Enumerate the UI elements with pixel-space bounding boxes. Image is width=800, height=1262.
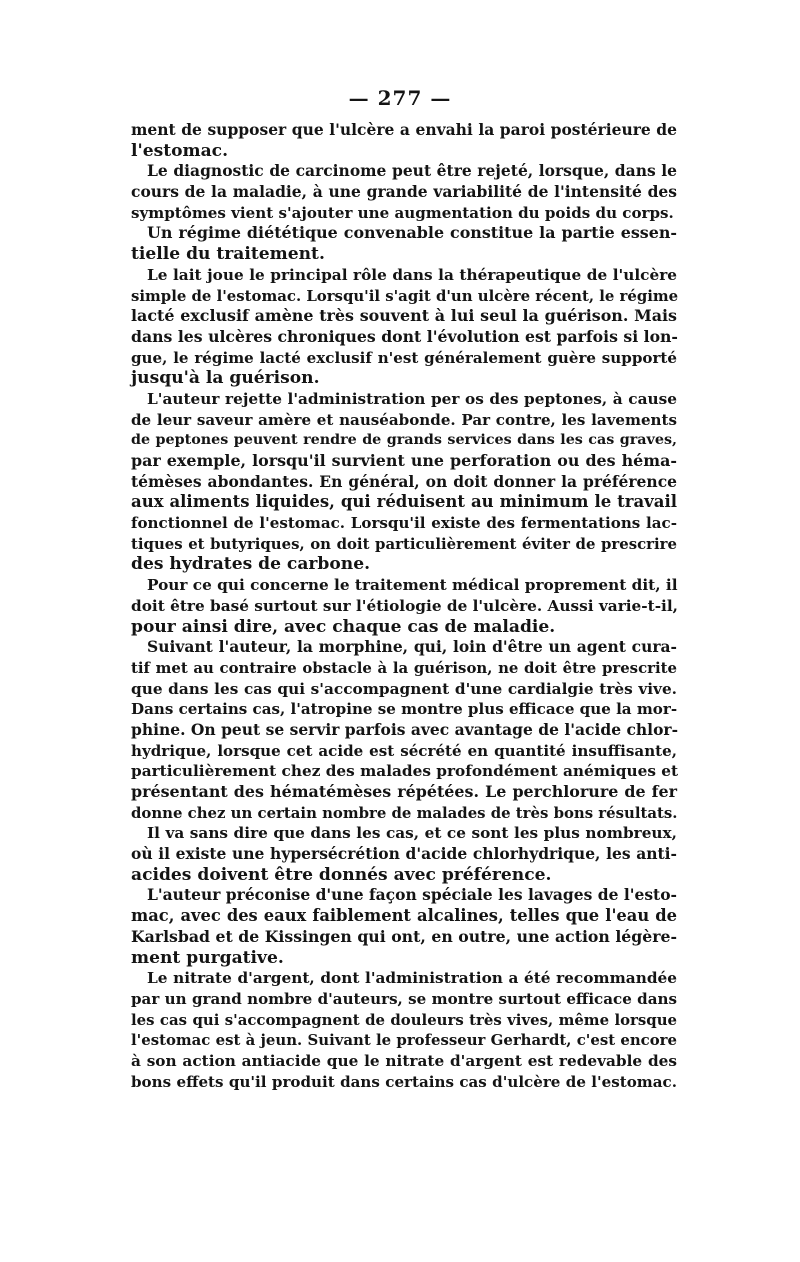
text-line: tielle du traitement. — [131, 244, 325, 265]
text-line: les cas qui s'accompagnent de douleurs très vives, même lorsque — [131, 1010, 677, 1029]
text-line: présentant des hématémèses répétées. Le perchlorure de fer — [131, 782, 677, 801]
body-text — [131, 120, 677, 1092]
text-line: bons effets qu'il produit dans certains cas d'ulcère de l'estomac. — [131, 1072, 677, 1091]
text-line: ment de supposer que l'ulcère a envahi la paroi postérieure de — [131, 120, 677, 139]
text-line: Le nitrate d'argent, dont l'administration a été recommandée — [147, 969, 677, 988]
text-line: que dans les cas qui s'accompagnent d'une cardialgie très vive. — [131, 679, 677, 698]
text-line: dans les ulcères chroniques dont l'évolution est parfois si lon- — [131, 326, 678, 346]
text-line: Le diagnostic de carcinome peut être rejeté, lorsque, dans le — [147, 161, 677, 181]
text-line: acides doivent être donnés avec préférence. — [131, 864, 552, 885]
text-line: témèses abondantes. En général, on doit donner la préférence — [131, 471, 677, 491]
text-line: Un régime diététique convenable constitue la partie essen- — [147, 223, 677, 243]
text-line: Pour ce qui concerne le traitement médical proprement dit, il — [147, 576, 678, 595]
text-line: gue, le régime lacté exclusif n'est généralement guère supporté — [131, 348, 677, 367]
text-line: l'estomac. — [131, 140, 229, 161]
text-line: lacté exclusif amène très souvent à lui seul la guérison. Mais — [131, 306, 677, 326]
text-line: fonctionnel de l'estomac. Lorsqu'il existe des fermentations lac- — [131, 514, 677, 533]
text-line: de leur saveur amère et nauséabonde. Par contre, les lavements — [131, 410, 677, 429]
text-line: par exemple, lorsqu'il survient une perforation ou des héma- — [131, 451, 677, 470]
text-line: par un grand nombre d'auteurs, se montre surtout efficace dans — [131, 989, 677, 1008]
text-line: symptômes vient s'ajouter une augmentation du poids du corps. — [131, 203, 674, 222]
text-line: où il existe une hypersécrétion d'acide chlorhydrique, les anti- — [131, 844, 677, 864]
text-line: des hydrates de carbone. — [131, 554, 371, 575]
text-line: mac, avec des eaux faiblement alcalines, telles que l'eau de — [131, 906, 677, 926]
text-line: jusqu'à la guérison. — [131, 368, 320, 389]
text-line: à son action antiacide que le nitrate d'argent est redevable des — [131, 1051, 677, 1070]
text-line: L'auteur rejette l'administration per os des peptones, à cause — [147, 389, 677, 408]
text-line: simple de l'estomac. Lorsqu'il s'agit d'un ulcère récent, le régime — [131, 286, 679, 305]
text-line: Suivant l'auteur, la morphine, qui, loin d'être un agent cura- — [147, 637, 677, 657]
text-line: ment purgative. — [131, 947, 284, 968]
text-line: doit être basé surtout sur l'étiologie de l'ulcère. Aussi varie-t-il, — [131, 596, 679, 615]
text-line: de peptones peuvent rendre de grands services dans les cas graves, — [131, 432, 677, 449]
text-line: Karlsbad et de Kissingen qui ont, en outre, une action légère- — [131, 926, 677, 946]
text-line: donne chez un certain nombre de malades de très bons résultats. — [131, 803, 678, 822]
text-line: pour ainsi dire, avec chaque cas de maladie. — [131, 616, 556, 637]
text-line: Le lait joue le principal rôle dans la thérapeutique de l'ulcère — [147, 265, 677, 284]
text-line: tiques et butyriques, on doit particulièrement éviter de prescrire — [131, 534, 677, 553]
text-line: cours de la maladie, à une grande variabilité de l'intensité des — [131, 182, 677, 202]
text-line: L'auteur préconise d'une façon spéciale les lavages de l'esto- — [147, 885, 677, 905]
text-line: particulièrement chez des malades profondément anémiques et — [131, 762, 679, 781]
page-number: — 277 — — [348, 86, 452, 110]
text-line: Il va sans dire que dans les cas, et ce sont les plus nombreux, — [147, 824, 677, 843]
text-line: aux aliments liquides, qui réduisent au minimum le travail — [131, 492, 677, 512]
text-line: tif met au contraire obstacle à la guérison, ne doit être prescrite — [131, 658, 677, 677]
text-line: hydrique, lorsque cet acide est sécrété en quantité insuffisante, — [131, 741, 677, 760]
text-line: phine. On peut se servir parfois avec avantage de l'acide chlor- — [131, 719, 679, 739]
text-line: Dans certains cas, l'atropine se montre plus efficace que la mor- — [131, 700, 678, 719]
text-line: l'estomac est à jeun. Suivant le professeur Gerhardt, c'est encore — [131, 1031, 677, 1050]
